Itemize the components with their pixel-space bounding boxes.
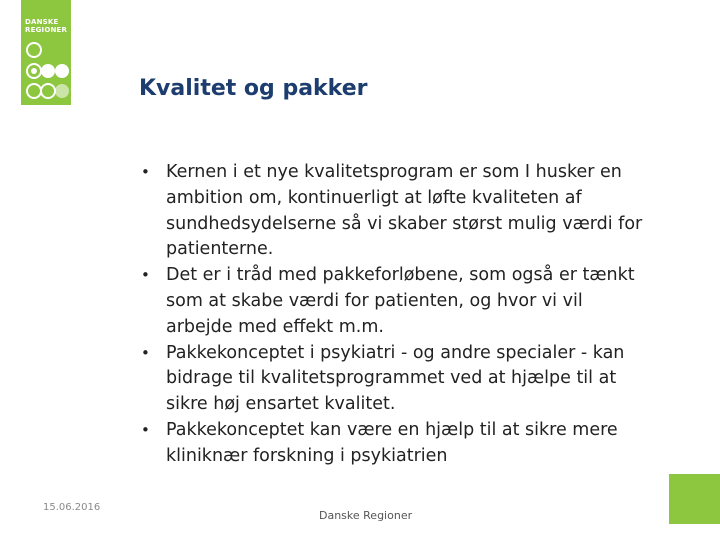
bullet-icon: •	[141, 266, 150, 285]
logo-text-line1: DANSKE	[25, 18, 59, 26]
bullet-icon: •	[141, 343, 150, 362]
bullet-text: Pakkekonceptet i psykiatri - og andre specialer - kan bidrage til kvalitetsprogrammet ved at hjælpe til at sikre høj ensartet kvalitet.	[166, 342, 625, 415]
corner-accent-block	[669, 474, 720, 524]
bullet-item	[141, 160, 651, 263]
footer-organization: Danske Regioner	[319, 509, 413, 522]
bullet-text: Pakkekonceptet kan være en hjælp til at sikre mere kliniknær forskning i psykiatrien	[166, 419, 618, 466]
bullet-item	[141, 418, 651, 470]
bullet-text: Det er i tråd med pakkeforløbene, som også er tænkt som at skabe værdi for patienten, og hvor vi vil arbejde med effekt m.m.	[166, 265, 635, 337]
bullet-item	[141, 341, 651, 418]
bullet-icon: •	[141, 163, 150, 181]
bullet-item	[141, 263, 651, 340]
logo-circles-icon	[21, 0, 71, 105]
bullet-icon: •	[141, 420, 150, 439]
danske-regioner-logo	[21, 0, 71, 105]
bullet-text: Kernen i et nye kvalitetsprogram er som I husker en ambition om, kontinuerligt at løfte kvaliteten af sundhedsydelserne så vi skaber størst mulig værdi for patienterne.	[166, 162, 643, 260]
logo-text-line2: REGIONER	[25, 26, 68, 34]
footer-date: 15.06.2016	[43, 502, 101, 513]
bullet-list	[141, 160, 651, 470]
slide-title: Kvalitet og pakker	[139, 76, 368, 101]
